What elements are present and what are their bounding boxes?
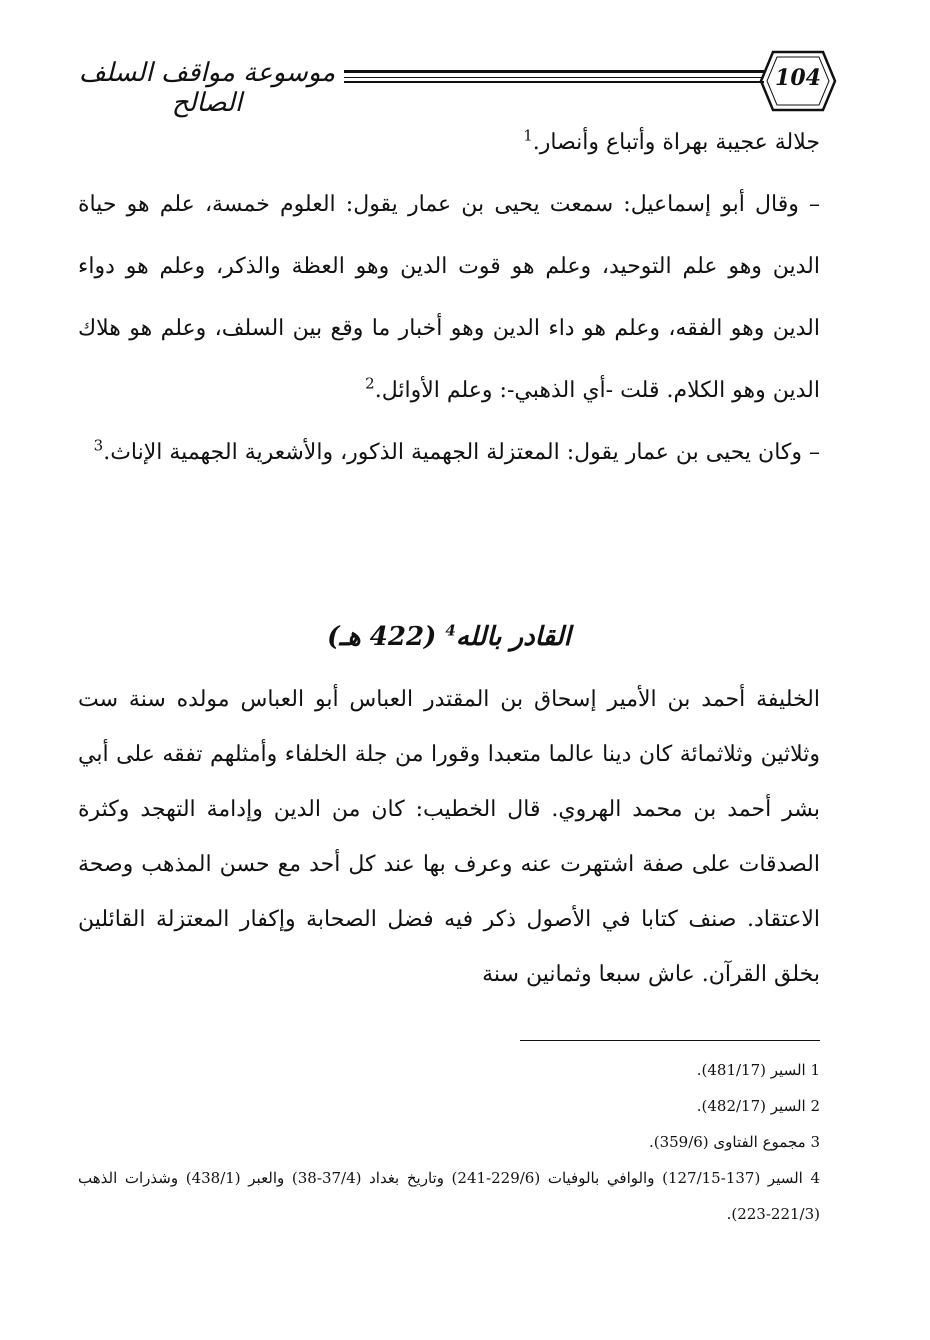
section-date: (422 هـ) bbox=[327, 622, 437, 652]
footnote-ref: 4 bbox=[445, 621, 456, 640]
paragraph bbox=[78, 174, 820, 422]
paragraph-text: – وقال أبو إسماعيل: سمعت يحيى بن عمار يقول: العلوم خمسة، علم هو حياة الدين وهو علم التوحيد، وعلم هو قوت الدين وهو العظة والذكر، وعلم هو دواء الدين وهو الفقه، وعلم هو داء الدين وهو أخبار ما وقع بين السلف، وعلم هو هلاك الدين وهو الكلام. قلت -أي الذهبي-: وعلم الأوائل. bbox=[78, 192, 820, 403]
section-paragraph: الخليفة أحمد بن الأمير إسحاق بن المقتدر العباس أبو العباس مولده سنة ست وثلاثين وثلاثمائة كان دينا عالما متعبدا وقورا من جلة الخلفاء وأمثلهم تفقه على أبي بشر أحمد بن محمد الهروي. قال الخطيب: كان من الدين وإدامة التهجد وكثرة الصدقات على صفة اشتهرت عنه وعرف بها عند كل أحد مع حسن المذهب وصحة الاعتقاد. صنف كتابا في الأصول ذكر فيه فضل الصحابة وإكفار المعتزلة القائلين بخلق القرآن. عاش سبعا وثمانين سنة bbox=[78, 687, 820, 987]
header-rule bbox=[344, 70, 764, 84]
paragraph-text: – وكان يحيى بن عمار يقول: المعتزلة الجهمية الذكور، والأشعرية الجهمية الإناث. bbox=[103, 440, 820, 465]
section-body bbox=[78, 672, 820, 1002]
section-title-text: القادر بالله bbox=[455, 622, 571, 652]
book-title: موسوعة مواقف السلف الصالح bbox=[78, 58, 336, 118]
footnote-separator bbox=[520, 1040, 820, 1041]
paragraph bbox=[78, 112, 820, 174]
footnote-ref: 2 bbox=[365, 374, 375, 393]
footnote: 3 مجموع الفتاوى (359/6). bbox=[648, 1133, 820, 1151]
paragraph-text: جلالة عجيبة بهراة وأتباع وأنصار. bbox=[532, 130, 820, 155]
page-number: 104 bbox=[775, 65, 821, 91]
page-header bbox=[72, 48, 837, 120]
footnote: 1 السير (481/17). bbox=[696, 1061, 820, 1079]
main-text bbox=[78, 112, 820, 484]
footnote: 2 السير (482/17). bbox=[696, 1097, 820, 1115]
footnotes bbox=[78, 1052, 820, 1232]
page-number-badge bbox=[759, 48, 837, 114]
footnote-ref: 1 bbox=[523, 126, 533, 145]
footnote: 4 السير (137-127/15) والوافي بالوفيات (229/6-241) وتاريخ بغداد (37/4-38) والعبر (438/1) وشذرات الذهب (221/3-223). bbox=[78, 1169, 821, 1223]
section-heading bbox=[78, 612, 820, 662]
footnote-ref: 3 bbox=[93, 436, 104, 455]
paragraph bbox=[78, 422, 820, 484]
